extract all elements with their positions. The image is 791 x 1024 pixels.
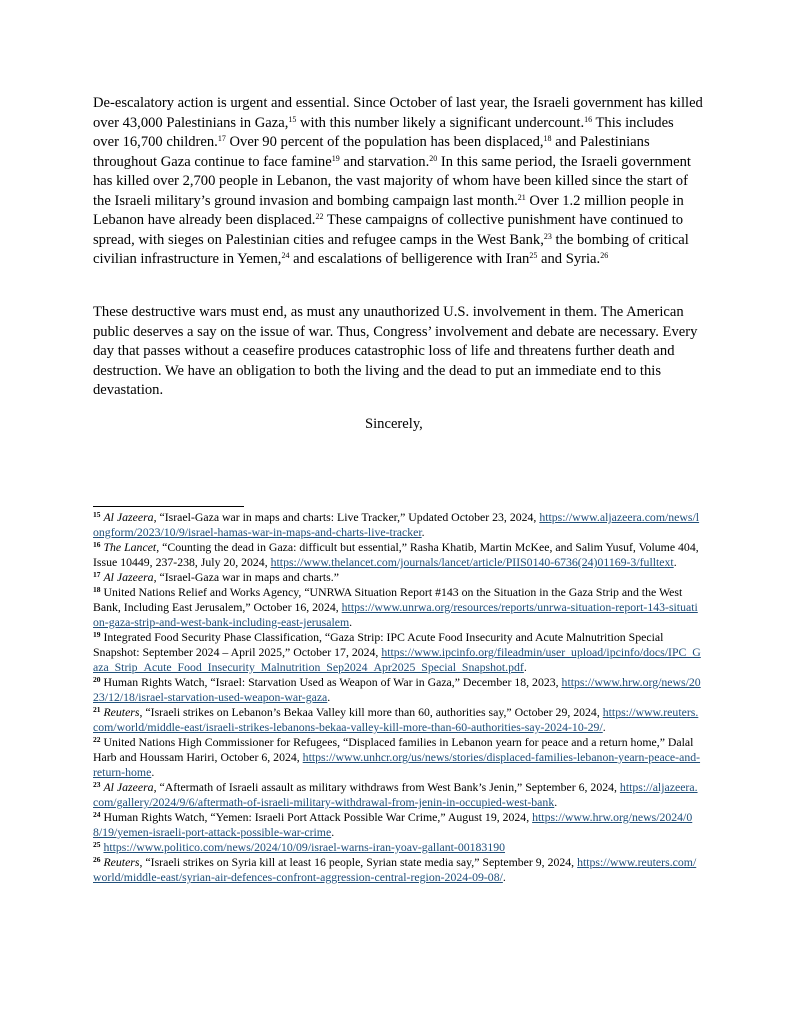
footnote-ref-22[interactable]: 22 <box>315 212 324 221</box>
sentence: and Palestinians throughout Gaza continue to face famine <box>93 134 650 170</box>
footnote-26 <box>93 855 701 885</box>
footnotes-section <box>93 510 701 885</box>
footnote-ref-21[interactable]: 21 <box>517 192 526 202</box>
footnote-16 <box>93 540 701 570</box>
footnote-number: 20 <box>93 675 101 684</box>
footnote-number: 24 <box>93 810 101 819</box>
sentence: Over 90 percent of the population has been displaced, <box>225 134 544 150</box>
footnote-text: , “Counting the dead in Gaza: difficult but essential,” Rasha Khatib, Martin McKee, and Salim Yusuf, Volume 404, Issue 10449, 237-238, July 20, 2024, <box>93 540 699 569</box>
footnote-15 <box>93 510 701 540</box>
footnote-end: . <box>349 615 353 629</box>
footnote-end: . <box>151 765 155 779</box>
footnote-number: 17 <box>93 570 101 579</box>
footnote-link[interactable]: https://www.aljazeera.com/news/longform/2023/10/9/israel-hamas-war-in-maps-and-charts-live-tracker <box>93 510 700 539</box>
footnote-ref-15[interactable]: 15 <box>288 114 297 124</box>
footnote-end: . <box>331 825 335 839</box>
footnote-link[interactable]: https://www.unhcr.org/us/news/stories/displaced-families-lebanon-yearn-peace-and-return-home <box>93 750 701 779</box>
footnote-link[interactable]: https://www.reuters.com/world/middle-east/syrian-air-defences-confront-aggression-central-region-2024-09-08/ <box>93 855 697 884</box>
sentence: the bombing of critical civilian infrastructure in Yemen, <box>93 231 689 267</box>
footnote-text: Integrated Food Security Phase Classification, “Gaza Strip: IPC Acute Food Insecurity and Acute Malnutrition Special Snapshot: September 2024 – April 2025,” October 17, 2024, <box>93 630 664 659</box>
closing-salutation: Sincerely, <box>365 416 423 432</box>
footnote-source: The Lancet <box>103 540 157 554</box>
footnote-number: 18 <box>93 585 101 594</box>
footnote-number: 19 <box>93 630 101 639</box>
body-paragraph-1 <box>93 94 703 270</box>
footnote-19 <box>93 630 701 675</box>
footnote-number: 16 <box>93 540 101 549</box>
footnote-text: United Nations High Commissioner for Refugees, “Displaced families in Lebanon yearn for peace and a return home,” Dalal Harb and Houssam Hariri, October 6, 2024, <box>93 735 694 764</box>
footnote-17 <box>93 570 701 585</box>
footnote-source: Al Jazeera <box>103 780 154 794</box>
footnote-21 <box>93 705 701 735</box>
footnote-text: , “Israeli strikes on Lebanon’s Bekaa Valley kill more than 60, authorities say,” October 29, 2024, <box>139 705 603 719</box>
footnote-text: Human Rights Watch, “Yemen: Israeli Port Attack Possible War Crime,” August 19, 2024, <box>103 810 533 824</box>
footnote-number: 26 <box>93 855 101 864</box>
footnote-link[interactable]: https://www.hrw.org/news/2023/12/18/israel-starvation-used-weapon-war-gaza <box>93 675 701 704</box>
footnote-20 <box>93 675 701 705</box>
footnote-end: . <box>554 795 558 809</box>
footnote-number: 23 <box>93 780 101 789</box>
footnote-link[interactable]: https://www.hrw.org/news/2024/08/19/yemen-israeli-port-attack-possible-war-crime <box>93 810 693 839</box>
footnote-ref-25[interactable]: 25 <box>529 251 538 260</box>
footnote-23 <box>93 780 701 810</box>
footnote-number: 22 <box>93 735 101 744</box>
footnote-link[interactable]: https://www.thelancet.com/journals/lancet/article/PIIS0140-6736(24)01169-3/fulltext <box>270 555 674 569</box>
sentence: In this same period, the Israeli government has killed over 2,700 people in Lebanon, the vast majority of whom have been killed since the start of the Israeli military’s ground invasion and bombing campaign last month. <box>93 153 691 209</box>
footnote-ref-19[interactable]: 19 <box>331 153 340 163</box>
sentence: Over 1.2 million people in Lebanon have already been displaced. <box>93 192 684 228</box>
footnote-ref-16[interactable]: 16 <box>584 114 593 124</box>
footnote-number: 25 <box>93 840 101 849</box>
body-paragraph-2: These destructive wars must end, as must any unauthorized U.S. involvement in them. The American public deserves a say on the issue of war. Thus, Congress’ involvement and debate are necessary. Every day that passes without a ceasefire produces catastrophic loss of life and threatens further death and destruction. We have an obligation to both the living and the dead to put an immediate end to this devastation. <box>93 304 698 398</box>
footnote-link[interactable]: https://www.unrwa.org/resources/reports/unrwa-situation-report-143-situation-gaza-strip-and-west-bank-including-east-jerusalem <box>93 600 698 629</box>
footnote-number: 15 <box>93 510 101 519</box>
footnote-text: , “Israel-Gaza war in maps and charts.” <box>153 570 339 584</box>
footnote-source: Al Jazeera <box>103 510 154 524</box>
footnote-end: . <box>421 525 425 539</box>
footnote-separator <box>93 506 244 507</box>
footnote-link[interactable]: https://www.ipcinfo.org/fileadmin/user_upload/ipcinfo/docs/IPC_Gaza_Strip_Acute_Food_Insecurity_Malnutrition_Sep2024_Apr2025_Special_Snapshot.pdf <box>93 645 701 674</box>
footnote-end: . <box>602 720 606 734</box>
footnote-end: . <box>673 555 677 569</box>
sentence: and Syria. <box>537 251 601 267</box>
footnote-text: , “Israel-Gaza war in maps and charts: Live Tracker,” Updated October 23, 2024, <box>153 510 540 524</box>
footnote-ref-20[interactable]: 20 <box>429 153 438 163</box>
sentence: and escalations of belligerence with Iran <box>289 251 530 267</box>
footnote-text: , “Aftermath of Israeli assault as military withdraws from West Bank’s Jenin,” September 6, 2024, <box>153 780 620 794</box>
footnote-ref-26[interactable]: 26 <box>600 251 609 260</box>
footnote-link[interactable]: https://www.politico.com/news/2024/10/09/israel-warns-iran-yoav-gallant-00183190 <box>103 840 506 854</box>
footnote-text: United Nations Relief and Works Agency, “UNRWA Situation Report #143 on the Situation in the Gaza Strip and the West Bank, Including East Jerusalem,” October 16, 2024, <box>93 585 683 614</box>
sentence: with this number likely a significant undercount. <box>296 114 585 131</box>
footnote-link[interactable]: https://www.reuters.com/world/middle-east/israeli-strikes-lebanons-bekaa-valley-kill-more-than-60-authorities-say-2024-10-29/ <box>93 705 699 734</box>
footnote-ref-18[interactable]: 18 <box>543 134 552 143</box>
footnote-end: . <box>502 870 506 884</box>
footnote-link[interactable]: https://aljazeera.com/gallery/2024/9/6/aftermath-of-israeli-military-withdrawal-from-jenin-in-occupied-west-bank <box>93 780 698 809</box>
sentence: This includes over 16,700 children. <box>93 114 674 150</box>
footnote-ref-17[interactable]: 17 <box>217 134 226 143</box>
footnote-text: , “Israeli strikes on Syria kill at least 16 people, Syrian state media say,” September 9, 2024, <box>139 855 578 869</box>
footnote-end: . <box>327 690 331 704</box>
footnote-end: . <box>523 660 527 674</box>
footnote-source: Reuters <box>103 705 140 719</box>
footnote-25 <box>93 840 701 855</box>
sentence: and starvation. <box>339 153 430 170</box>
footnote-number: 21 <box>93 705 101 714</box>
footnote-18 <box>93 585 701 630</box>
footnote-source: Al Jazeera <box>103 570 154 584</box>
footnote-22 <box>93 735 701 780</box>
sentence: De-escalatory action is urgent and essential. Since October of last year, the Israeli government has killed over 43,000 Palestinians in Gaza, <box>93 95 703 131</box>
footnote-24 <box>93 810 701 840</box>
footnote-ref-24[interactable]: 24 <box>281 251 290 260</box>
footnote-source: Reuters <box>103 855 140 869</box>
sentence: These campaigns of collective punishment have continued to spread, with sieges on Palestinian cities and refugee camps in the West Bank, <box>93 212 684 248</box>
footnote-ref-23[interactable]: 23 <box>543 231 552 241</box>
footnote-text: Human Rights Watch, “Israel: Starvation Used as Weapon of War in Gaza,” December 18, 2023, <box>103 675 562 689</box>
